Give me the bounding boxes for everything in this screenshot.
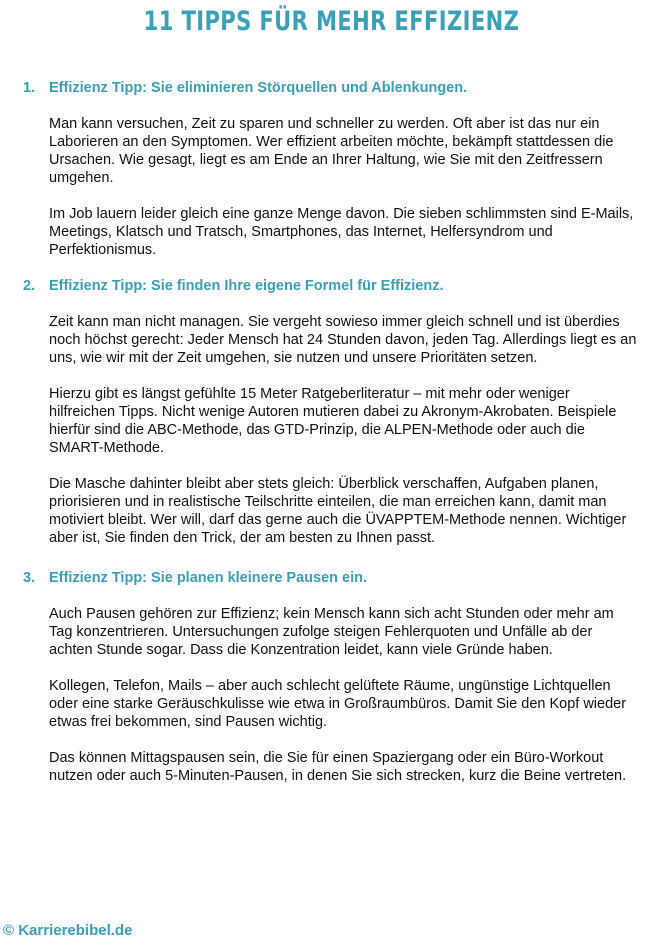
page-title: 11 TIPPS FÜR MEHR EFFIZIENZ bbox=[143, 6, 520, 37]
tip-heading bbox=[23, 277, 663, 295]
tip-1 bbox=[23, 79, 663, 259]
tip-heading bbox=[23, 569, 663, 587]
document-content bbox=[23, 79, 663, 803]
tip-number: 2. bbox=[23, 278, 36, 294]
tip-body bbox=[23, 605, 637, 785]
paragraph: Die Masche dahinter bleibt aber stets gleich: Überblick verschaffen, Aufgaben planen, priorisieren und in realistische Teilschritte einteilen, die man erreichen kann, damit man motiviert bleibt. Wer will, darf das gerne auch die ÜVAPPTEM-Methode nennen. Wichtiger aber ist, Sie finden den Trick, der am besten zu Ihnen passt. bbox=[49, 476, 627, 546]
paragraph: Man kann versuchen, Zeit zu sparen und schneller zu werden. Oft aber ist das nur ein Laborieren an den Symptomen. Wer effizient arbeiten möchte, bekämpft stattdessen die Ursachen. Wie gesagt, liegt es am Ende an Ihrer Haltung, wie Sie mit den Zeitfressern umgehen. bbox=[49, 116, 614, 186]
tip-number: 3. bbox=[23, 570, 36, 586]
paragraph: Auch Pausen gehören zur Effizienz; kein Mensch kann sich acht Stunden oder mehr am Tag konzentrieren. Untersuchungen zufolge steigen Fehlerquoten und Unfälle ab der achten Stunde sogar. Dass die Konzentration leidet, kann viele Gründe haben. bbox=[49, 606, 614, 658]
tip-heading-text: Effizienz Tipp: Sie finden Ihre eigene Formel für Effizienz. bbox=[49, 278, 444, 294]
paragraph: Zeit kann man nicht managen. Sie vergeht sowieso immer gleich schnell und ist überdies noch höchst gerecht: Jeder Mensch hat 24 Stunden davon, jeden Tag. Allerdings liegt es an uns, wie wir mit der Zeit umgehen, sie nutzen und unsere Prioritäten setzen. bbox=[49, 314, 637, 366]
paragraph: Im Job lauern leider gleich eine ganze Menge davon. Die sieben schlimmsten sind E-Mails, Meetings, Klatsch und Tratsch, Smartphones, das Internet, Helfersyndrom und Perfektionismus. bbox=[49, 206, 634, 258]
paragraph: Das können Mittagspausen sein, die Sie für einen Spaziergang oder ein Büro-Workout nutzen oder auch 5-Minuten-Pausen, in denen Sie sich strecken, kurz die Beine vertreten. bbox=[49, 750, 627, 784]
tip-number: 1. bbox=[23, 80, 36, 96]
tip-body bbox=[23, 115, 637, 259]
tip-heading-text: Effizienz Tipp: Sie planen kleinere Pausen ein. bbox=[49, 570, 368, 586]
paragraph: Hierzu gibt es längst gefühlte 15 Meter Ratgeberliteratur – mit mehr oder weniger hilfreichen Tipps. Nicht wenige Autoren mutieren dabei zu Akronym-Akrobaten. Beispiele hierfür sind die ABC-Methode, das GTD-Prinzip, die ALPEN-Methode oder auch die SMART-Methode. bbox=[49, 386, 617, 456]
tip-3 bbox=[23, 569, 663, 785]
paragraph: Kollegen, Telefon, Mails – aber auch schlecht gelüftete Räume, ungünstige Lichtquellen oder eine starke Geräuschkulisse wie etwa in Großraumbüros. Damit Sie den Kopf wieder etwas frei bekommen, sind Pausen wichtig. bbox=[49, 678, 627, 730]
tip-2 bbox=[23, 277, 663, 547]
tip-body bbox=[23, 313, 637, 547]
tip-heading bbox=[23, 79, 663, 97]
copyright-footer: © Karrierebibel.de bbox=[3, 922, 133, 939]
tip-heading-text: Effizienz Tipp: Sie eliminieren Störquellen und Ablenkungen. bbox=[49, 80, 468, 96]
